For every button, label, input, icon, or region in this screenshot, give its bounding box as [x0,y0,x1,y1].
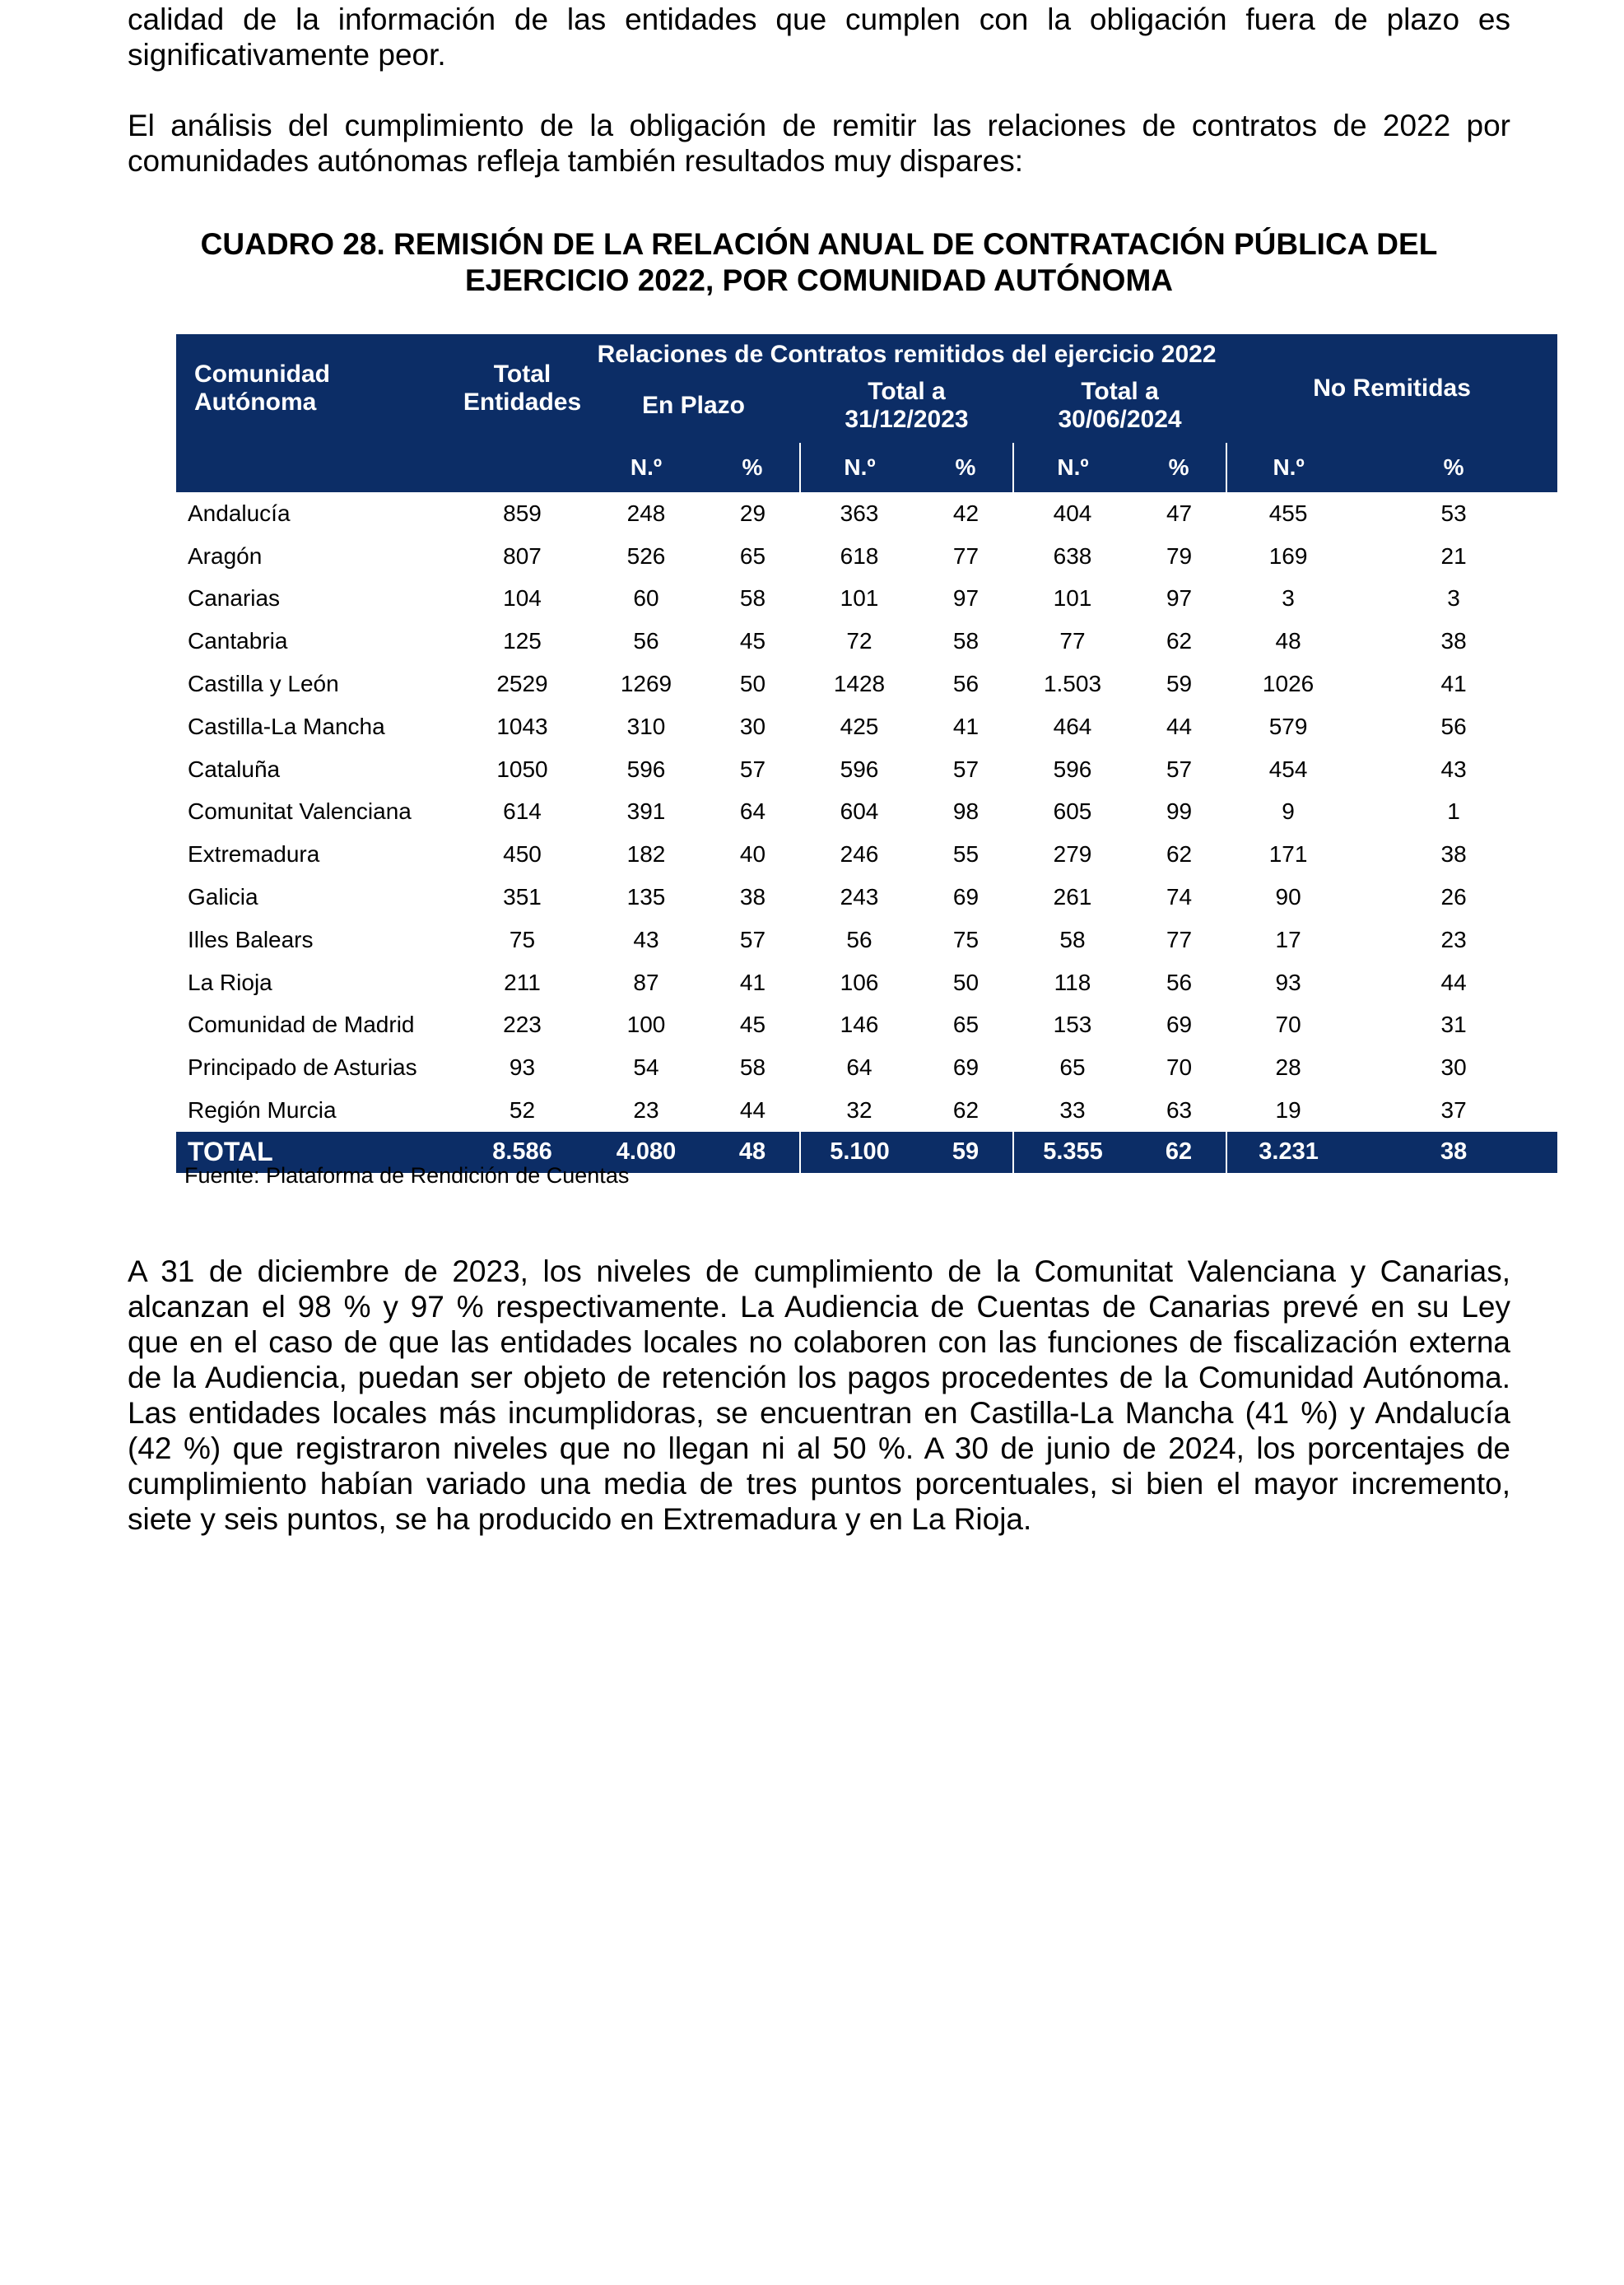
table-row [176,1089,1557,1132]
table-row [176,1046,1557,1089]
table-cell: 52 [509,1097,536,1124]
table-cell: 807 [503,542,542,569]
table-cell: 56 [952,671,980,697]
table-cell: 9 [1282,798,1295,825]
table-row [176,961,1557,1004]
total-cell: 5.100 [800,1132,919,1173]
table-cell: 58 [739,585,766,612]
table-cell: 56 [1440,713,1467,739]
text-line: (42 %) que registraron niveles que no llegan ni al 50 %. A 30 de junio de 2024, los porcentajes de [128,1431,1510,1465]
table-cell: 53 [1440,500,1467,526]
table-cell: 69 [952,1054,980,1081]
table-cell: 50 [952,969,980,995]
table-cell: 45 [739,628,766,654]
row-label: Región Murcia [188,1097,337,1124]
row-label: Andalucía [188,500,291,526]
table-cell: 455 [1268,500,1308,526]
table-cell: 41 [1440,671,1467,697]
header-pct: % [705,443,800,492]
table-cell: 56 [846,926,872,952]
table-cell: 40 [739,841,766,868]
row-label: Galicia [188,884,258,910]
header-pct: % [1350,443,1557,492]
table-cell: 104 [503,585,542,612]
text-line: calidad de la información de las entidades que cumplen con la obligación fuera de plazo es [128,2,1510,36]
table-cell: 77 [952,542,980,569]
table-cell: 404 [1053,500,1092,526]
table-cell: 57 [952,756,980,782]
table-cell: 41 [739,969,766,995]
table-cell: 2529 [496,671,548,697]
header-relaciones: Relaciones de Contratos remitidos del ejercicio 2022 [587,334,1226,369]
table-cell: 37 [1440,1097,1467,1124]
total-cell: 5.355 [1013,1132,1132,1173]
table-cell: 30 [1440,1054,1467,1081]
table-cell: 74 [1166,884,1193,910]
row-label: La Rioja [188,969,272,995]
table-cell: 106 [840,969,879,995]
table-title-line-1: CUADRO 28. REMISIÓN DE LA RELACIÓN ANUAL DE CONTRATACIÓN PÚBLICA DEL [200,227,1438,261]
header-pct: % [919,443,1013,492]
total-cell: 38 [1350,1132,1557,1173]
header-2023-line-1: Total a [868,378,946,405]
total-cell: 59 [919,1132,1013,1173]
table-cell: 351 [503,884,542,910]
table-cell: 43 [633,926,659,952]
table-cell: 1043 [496,713,548,739]
table-cell: 211 [504,969,541,995]
table-cell: 23 [1440,926,1467,952]
table-cell: 23 [633,1097,659,1124]
table-row [176,620,1557,663]
table-row [176,578,1557,621]
table-body [176,492,1557,1132]
table-cell: 70 [1275,1012,1301,1038]
table-cell: 75 [952,926,980,952]
table-row [176,791,1557,834]
table-cell: 171 [1268,841,1308,868]
intro-paragraph-2 [128,108,1510,179]
text-line: alcanzan el 98 % y 97 % respectivamente. La Audiencia de Cuentas de Canarias prevé en su Ley [128,1290,1510,1324]
table-cell: 44 [1440,969,1467,995]
row-label: Extremadura [188,841,320,868]
table-cell: 33 [1059,1097,1086,1124]
table-cell: 97 [1166,585,1193,612]
table-cell: 65 [952,1012,980,1038]
table-row [176,535,1557,578]
total-cell: 62 [1132,1132,1226,1173]
header-en-plazo: En Plazo [587,369,800,443]
header-total-2023 [800,369,1013,443]
table-cell: 454 [1268,756,1308,782]
header-total-line-2: Entidades [463,389,582,416]
table-cell: 1428 [833,671,886,697]
table-cell: 101 [1053,585,1092,612]
text-line: siete y seis puntos, se ha producido en Extremadura y en La Rioja. [128,1502,1032,1536]
table-cell: 859 [503,500,542,526]
table-cell: 29 [739,500,766,526]
table-cell: 604 [840,798,879,825]
table-cell: 30 [739,713,766,739]
table-cell: 44 [1166,713,1193,739]
table-cell: 118 [1054,969,1091,995]
table-cell: 243 [840,884,879,910]
table-cell: 261 [1053,884,1092,910]
table-cell: 93 [1275,969,1301,995]
table-cell: 56 [1166,969,1193,995]
table-cell: 1269 [620,671,672,697]
table-cell: 97 [952,585,980,612]
table-cell: 17 [1275,926,1301,952]
header-total-2024 [1013,369,1226,443]
table-cell: 43 [1440,756,1467,782]
header-comunidad: Comunidad Autónoma [176,334,458,443]
table-cell: 464 [1053,713,1092,739]
table-cell: 38 [1440,628,1467,654]
table-cell: 182 [626,841,666,868]
table-cell: 3 [1282,585,1295,612]
table-cell: 59 [1166,671,1193,697]
table-cell: 3 [1447,585,1460,612]
contracts-table [176,334,1557,1173]
table-title [128,226,1510,299]
header-blank [458,443,587,492]
header-total-entidades [458,334,587,443]
table-cell: 32 [846,1097,872,1124]
table-cell: 363 [840,500,879,526]
header-n: N.º [1013,443,1132,492]
table-cell: 75 [509,926,536,952]
row-label: Comunidad de Madrid [188,1012,415,1038]
header-n: N.º [800,443,919,492]
row-label: Castilla y León [188,671,339,697]
table-cell: 391 [626,798,666,825]
table-cell: 605 [1053,798,1092,825]
table-row [176,705,1557,748]
table-cell: 77 [1059,628,1086,654]
table-cell: 1 [1447,798,1460,825]
header-no-remitidas: No Remitidas [1226,334,1557,443]
table-cell: 19 [1275,1097,1301,1124]
table-cell: 596 [1053,756,1092,782]
table-cell: 57 [739,756,766,782]
text-line: significativamente peor. [128,38,446,72]
table-cell: 58 [739,1054,766,1081]
table-row [176,748,1557,791]
intro-paragraph-1 [128,2,1510,72]
header-2023-line-2: 31/12/2023 [845,406,969,433]
table-cell: 60 [633,585,659,612]
total-cell: 4.080 [587,1132,705,1173]
header-2024-line-1: Total a [1081,378,1159,405]
table-cell: 48 [1275,628,1301,654]
table-cell: 248 [626,500,666,526]
table-cell: 26 [1440,884,1467,910]
conclusion-paragraph [128,1254,1510,1537]
table-cell: 93 [509,1054,536,1081]
table-cell: 55 [952,841,980,868]
table-cell: 79 [1166,542,1193,569]
table-cell: 223 [503,1012,542,1038]
table-cell: 72 [846,628,872,654]
table-container [176,334,1475,1173]
header-2024-line-2: 30/06/2024 [1058,406,1182,433]
table-cell: 526 [626,542,666,569]
table-cell: 62 [952,1097,980,1124]
row-label: Castilla-La Mancha [188,713,385,739]
table-cell: 28 [1275,1054,1301,1081]
table-cell: 146 [840,1012,879,1038]
text-line: cumplimiento habían variado una media de tres puntos porcentuales, si bien el mayor incremento, [128,1467,1510,1501]
table-row [176,833,1557,876]
table-title-line-2: EJERCICIO 2022, POR COMUNIDAD AUTÓNOMA [464,263,1173,297]
table-cell: 246 [840,841,879,868]
row-label: Canarias [188,585,281,612]
total-cell: 48 [705,1132,800,1173]
table-cell: 135 [626,884,666,910]
table-cell: 99 [1166,798,1193,825]
table-cell: 618 [840,542,879,569]
table-cell: 77 [1166,926,1193,952]
row-label: Aragón [188,542,263,569]
table-cell: 69 [1166,1012,1193,1038]
table-cell: 450 [503,841,542,868]
table-cell: 47 [1166,500,1193,526]
table-cell: 596 [840,756,879,782]
text-line: que en el caso de que las entidades locales no colaboren con las funciones de fiscalización externa [128,1325,1510,1359]
table-cell: 50 [739,671,766,697]
table-cell: 38 [739,884,766,910]
table-row [176,663,1557,705]
table-cell: 58 [952,628,980,654]
table-cell: 62 [1166,841,1193,868]
table-cell: 45 [739,1012,766,1038]
table-cell: 100 [626,1012,666,1038]
row-label: Illes Balears [188,926,314,952]
total-cell: 8.586 [458,1132,587,1173]
header-n: N.º [587,443,705,492]
table-cell: 1050 [496,756,548,782]
header-n: N.º [1226,443,1350,492]
table-cell: 42 [952,500,980,526]
table-cell: 98 [952,798,980,825]
header-total-line-1: Total [493,361,551,388]
table-cell: 65 [1059,1054,1086,1081]
table-cell: 64 [846,1054,872,1081]
text-line: Las entidades locales más incumplidoras, se encuentran en Castilla-La Mancha (41 %) y Andalucía [128,1396,1510,1430]
table-cell: 101 [840,585,879,612]
header-pct: % [1132,443,1226,492]
text-line: comunidades autónomas refleja también resultados muy dispares: [128,144,1023,178]
table-cell: 44 [739,1097,766,1124]
table-row [176,492,1557,535]
table-cell: 579 [1268,713,1308,739]
table-cell: 153 [1053,1012,1092,1038]
table-cell: 38 [1440,841,1467,868]
table-cell: 54 [633,1054,659,1081]
header-blank [176,443,458,492]
table-row [176,919,1557,961]
table-cell: 90 [1275,884,1301,910]
table-cell: 596 [626,756,666,782]
table-row [176,876,1557,919]
table-cell: 56 [633,628,659,654]
table-source: Fuente: Plataforma de Rendición de Cuentas [184,1163,630,1188]
table-cell: 169 [1268,542,1308,569]
table-cell: 1026 [1262,671,1315,697]
table-cell: 21 [1440,542,1467,569]
table-cell: 425 [840,713,879,739]
table-cell: 41 [952,713,980,739]
total-cell: 3.231 [1226,1132,1350,1173]
text-line: de la Audiencia, puedan ser objeto de retención los pagos procedentes de la Comunidad Autónoma. [128,1361,1510,1394]
table-cell: 57 [1166,756,1193,782]
table-cell: 31 [1440,1012,1467,1038]
table-cell: 65 [739,542,766,569]
text-line: El análisis del cumplimiento de la obligación de remitir las relaciones de contratos de 2022 por [128,109,1510,142]
table-cell: 57 [739,926,766,952]
table-cell: 125 [503,628,542,654]
table-cell: 63 [1166,1097,1193,1124]
table-cell: 614 [503,798,542,825]
row-label: Principado de Asturias [188,1054,417,1081]
row-label: Comunitat Valenciana [188,798,412,825]
table-cell: 87 [633,969,659,995]
table-row [176,1004,1557,1047]
table-cell: 69 [952,884,980,910]
table-cell: 62 [1166,628,1193,654]
row-label: Cantabria [188,628,288,654]
table-cell: 64 [739,798,766,825]
text-line: A 31 de diciembre de 2023, los niveles de cumplimiento de la Comunitat Valenciana y Canarias, [128,1254,1510,1288]
row-label: Cataluña [188,756,281,782]
table-cell: 70 [1166,1054,1193,1081]
table-cell: 58 [1059,926,1086,952]
table-cell: 310 [626,713,666,739]
total-label: TOTAL [176,1132,458,1173]
table-cell: 1.503 [1043,671,1102,697]
table-cell: 638 [1053,542,1092,569]
table-cell: 279 [1053,841,1092,868]
